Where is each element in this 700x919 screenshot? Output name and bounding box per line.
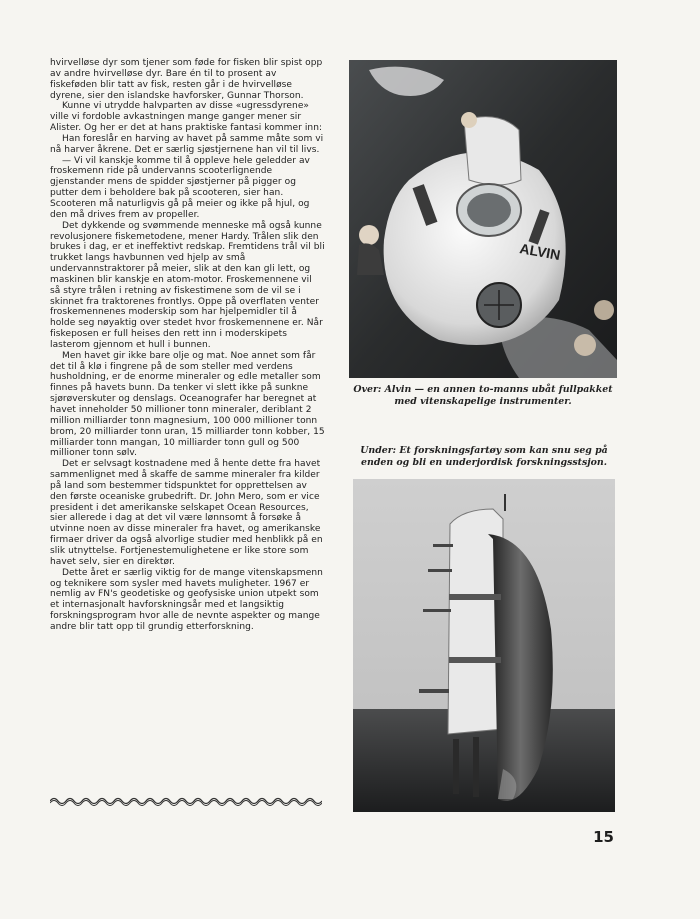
top-photo-caption: Over: Alvin — en annen to-manns ubåt fullpakket med vitenskapelige instrumenter.	[353, 384, 613, 407]
article-paragraph: Han foreslår en harving av havet på samme måte som vi nå harver åkrene. Det er særlig sjøstjernene han vil til livs.	[50, 133, 324, 155]
page-number: 15	[593, 828, 614, 846]
article-paragraph: Kunne vi utrydde halvparten av disse «ugressdyrene» ville vi fordoble avkastningen mange ganger mener sir Alister. Og her er det at hans praktiske fantasi kommer inn:	[50, 101, 323, 134]
bottom-photo-caption: Under: Et forskningsfartøy som kan snu seg på enden og bli en underjordisk forskningsstsjon.	[360, 445, 608, 468]
article-paragraph: Men havet gir ikke bare olje og mat. Noe annet som får det til å klø i fingrene på de som steller med verdens husholdning, er de enorme mineraler og edle metaller som finnes på havets bunn. Da tenker vi slett ikke på sunkne sjørøverskuter og denslags. Oceanografer har beregnet at havet inneholder 50 millioner tonn mineraler, deriblant 2 million milliarder tonn magnesium, 100 000 millioner tonn brom, 20 milliarder tonn uran, 15 milliarder tonn kobber, 15 milliarder tonn mangan, 10 milliarder tonn gull og 500 millioner tonn sølv.	[50, 350, 325, 459]
article-paragraph: Det er selvsagt kostnadene med å hente dette fra havet sammenlignet med å skaffe de samme mineraler fra kilder på land som bestemmer tidspunktet for opprettelsen av den første oceaniske grubedrift. Dr. John Mero, som er vice president i det amerikanske selskapet Ocean Resources, sier allerede i dag at det vil være lønnsomt å forsøke å utvinne noen av disse mineraler fra havet, og amerikanske firmaer driver da også alvorlige studier med henblikk på en slik utnyttelse. Fortjenestemulighetene er like store som havet selv, sier en direktør.	[50, 459, 323, 567]
alvin-submarine-photo	[349, 60, 617, 378]
article-paragraph: hvirvelløse dyr som tjener som føde for fisken blir spist opp av andre hvirvelløse dyr. Bare én til to prosent av fiskeføden blir tatt av fisk, resten går i de hvirvelløse dyrene, sier den islandske havforsker, Gunnar Thorson.	[50, 58, 323, 101]
article-paragraph: — Vi vil kanskje komme til å oppleve hele geledder av froskemenn ride på undervanns scooterlignende gjenstander mens de spidder sjøstjerner på pigger og putter dem i beholdere bak på scooteren, sier han. Scooteren må naturligvis gå på meier og ikke på hjul, og den må drives frem av propeller.	[50, 155, 310, 220]
research-vessel-photo	[353, 479, 615, 812]
article-paragraph: Det dykkende og svømmende menneske må også kunne revolusjonere fiskemetodene, mener Hardy. Trålen slik den brukes i dag, er et ineffektivt redskap. Fremtidens trål vil bli trukket langs havbunnen ved hjelp av små undervannstraktorer på meier, slik at den kan gli lett, og maskinen blir kanskje en atom-motor. Froskemennene vil så styre trålen i retning av fiskestimene som de vil se i skinnet fra traktorenes frontlys. Oppe på overflaten venter froskemennenes moderskip som har hjelpemidler til å holde seg nøyaktig over stedet hvor froskemennene er. Når fiskeposen er full heises den rett inn i moderskipets lasterom gjennom et hull i bunnen.	[50, 220, 325, 350]
article-body	[50, 58, 325, 633]
article-paragraph: Dette året er særlig viktig for de mange vitenskapsmenn og teknikere som sysler med havets muligheter. 1967 er nemlig av FN's geodetiske og geofysiske union utpekt som et internasjonalt havforskningsår med et langsiktig forskningsprogram hvor alle de nevnte aspekter og mange andre blir tatt opp til grundig etterforskning.	[50, 567, 323, 632]
section-divider	[50, 796, 322, 806]
hull-label: ALVIN	[518, 240, 562, 264]
